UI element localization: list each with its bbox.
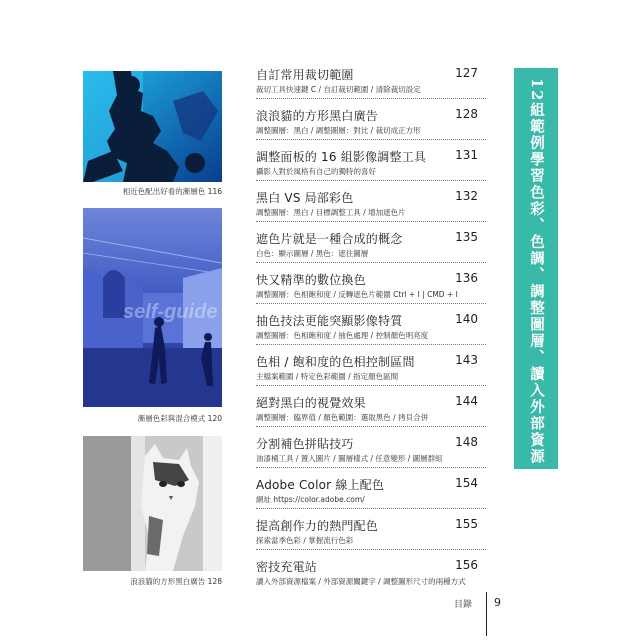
toc-page: 127 <box>455 66 478 80</box>
toc-subtitle: 網址 https://color.adobe.com/ <box>256 495 365 504</box>
toc-subtitle: 調整圖層：色相飽和度 / 抽色處理 / 控制顏色明亮度 <box>256 331 429 340</box>
toc-subtitle: 調整圖層：黑白 / 調整圖層：對比 / 裁切成正方形 <box>256 126 421 135</box>
toc-title: 絕對黑白的視覺效果 <box>256 396 366 410</box>
dotted-divider <box>256 98 486 99</box>
toc-page: 131 <box>455 148 478 162</box>
toc-title: 黑白 VS 局部彩色 <box>256 191 354 205</box>
toc-page: 148 <box>455 435 478 449</box>
toc-page: 155 <box>455 517 478 531</box>
image-caption-1: 相近色配出好看的漸層色 116 <box>122 187 222 196</box>
toc-page: 128 <box>455 107 478 121</box>
toc-page: 135 <box>455 230 478 244</box>
photo-village-night <box>83 208 222 407</box>
toc-page: 140 <box>455 312 478 326</box>
dotted-divider <box>256 303 486 304</box>
toc-title: 快又精準的數位換色 <box>256 273 366 287</box>
toc-page: 136 <box>455 271 478 285</box>
dotted-divider <box>256 262 486 263</box>
toc-subtitle: 裁切工具快速鍵 C / 自訂裁切範圍 / 清除裁切設定 <box>256 85 421 94</box>
dotted-divider <box>256 139 486 140</box>
dotted-divider <box>256 221 486 222</box>
dotted-divider <box>256 467 486 468</box>
toc-title: 密技充電站 <box>256 560 318 574</box>
photo-blue-figure <box>83 71 222 182</box>
toc-page: 132 <box>455 189 478 203</box>
footer-section-label: 目錄 <box>454 600 473 610</box>
toc-title: 調整面板的 16 組影像調整工具 <box>256 150 427 164</box>
toc-subtitle: 探索當季色彩 / 掌握流行色彩 <box>256 536 354 545</box>
toc-subtitle: 調整圖層：黑白 / 目標調整工具 / 增加遮色片 <box>256 208 406 217</box>
toc-title: 抽色技法更能突顯影像特質 <box>256 314 403 328</box>
toc-title: 提高創作力的熱門配色 <box>256 519 379 533</box>
image-caption-2: 漸層色彩與混合模式 120 <box>137 414 222 423</box>
dotted-divider <box>256 344 486 345</box>
toc-page: 144 <box>455 394 478 408</box>
toc-title: 浪浪貓的方形黑白廣告 <box>256 109 379 123</box>
toc-subtitle: 讀入外部資源檔案 / 外部資源關鍵字 / 調整圖形尺寸的兩種方式 <box>256 577 466 586</box>
toc-title: 色相 / 飽和度的色相控制區間 <box>256 355 415 369</box>
toc-page: 154 <box>455 476 478 490</box>
toc-title: 自訂常用裁切範圍 <box>256 68 354 82</box>
overlay-text: self-guide <box>123 301 218 323</box>
toc-title: 分割補色拼貼技巧 <box>256 437 354 451</box>
toc-subtitle: 主檔案範圍 / 特定色彩範圍 / 指定顏色區間 <box>256 372 399 381</box>
toc-title: 遮色片就是一種合成的概念 <box>256 232 403 246</box>
chapter-tab <box>514 68 558 469</box>
dotted-divider <box>256 508 486 509</box>
toc-subtitle: 白色：顯示圖層 / 黑色：遮住圖層 <box>256 249 369 258</box>
toc-page: 156 <box>455 558 478 572</box>
footer-divider <box>486 592 487 636</box>
toc-page: 143 <box>455 353 478 367</box>
image-caption-3: 浪浪貓的方形黑白廣告 128 <box>130 577 222 586</box>
photo-bw-cat <box>83 436 222 571</box>
toc-subtitle: 調整圖層：臨界值 / 顏色範圍：選取黑色 / 拷貝合併 <box>256 413 429 422</box>
page-number: 9 <box>494 596 501 609</box>
chapter-tab-label: 12組範例學習色彩、色調、調整圖層、讀入外部資源 <box>528 78 545 466</box>
toc-title: Adobe Color 線上配色 <box>256 478 385 492</box>
dotted-divider <box>256 180 486 181</box>
toc-subtitle: 油漆桶工具 / 置入圖片 / 圖層樣式 / 任意變形 / 圖層群組 <box>256 454 443 463</box>
dotted-divider <box>256 385 486 386</box>
toc-subtitle: 攝影人對於風格有自己的獨特的喜好 <box>256 167 376 176</box>
dotted-divider <box>256 426 486 427</box>
dotted-divider <box>256 549 486 550</box>
toc-subtitle: 調整圖層：色相飽和度 / 反轉遮色片範圍 Ctrl + I | CMD + I <box>256 290 458 299</box>
